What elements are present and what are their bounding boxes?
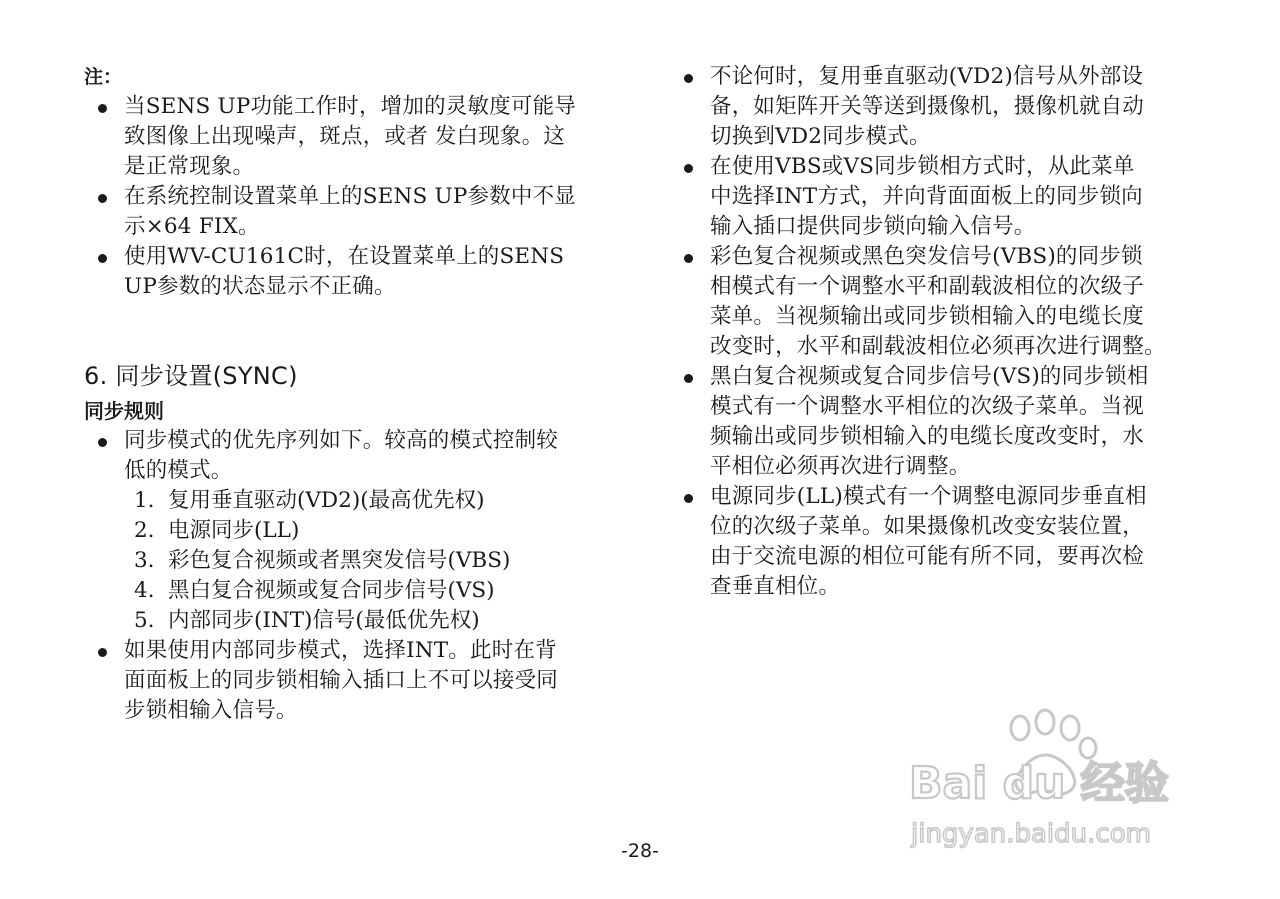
bullet-dot — [98, 438, 107, 447]
list-number: 5. — [134, 608, 155, 633]
list-text: 电源同步(LL) — [168, 518, 300, 543]
bullet-dot — [98, 104, 107, 113]
list-item — [84, 546, 614, 576]
text-line: 彩色复合视频或黑色突发信号(VBS)的同步锁 — [710, 244, 1143, 269]
priority-list — [84, 486, 614, 636]
text-line: 在系统控制设置菜单上的SENS UP参数中不显 — [124, 184, 576, 209]
list-text: 彩色复合视频或者黑突发信号(VBS) — [168, 548, 511, 573]
right-bullet-5 — [683, 482, 1198, 602]
text-line: 如果使用内部同步模式，选择INT。此时在背 — [124, 638, 557, 663]
text-line: 黑白复合视频或复合同步信号(VS)的同步锁相 — [710, 364, 1149, 389]
text-line: 面面板上的同步锁相输入插口上不可以接受同 — [124, 668, 559, 693]
bullet-dot — [684, 164, 693, 173]
list-item — [84, 516, 614, 546]
list-number: 1. — [134, 488, 155, 513]
note-bullet-3 — [84, 242, 614, 302]
bullet-dot — [98, 648, 107, 657]
text-line: 电源同步(LL)模式有一个调整电源同步垂直相 — [710, 484, 1147, 509]
text-line: 输入插口提供同步锁向输入信号。 — [710, 214, 1036, 239]
page-number: -28- — [621, 840, 659, 862]
section-heading: 6. 同步设置(SYNC) — [84, 362, 298, 390]
text-line: 菜单。当视频输出或同步锁相输入的电缆长度 — [710, 304, 1145, 329]
bullet-dot — [98, 254, 107, 263]
baidu-jingyan-watermark — [905, 708, 1205, 858]
bullet-dot — [684, 494, 693, 503]
note-bullet-1 — [84, 92, 614, 182]
right-column — [683, 62, 1198, 602]
int-bullet — [84, 636, 614, 726]
text-line: 平相位必须再次进行调整。 — [710, 454, 971, 479]
watermark-brand: Bai du 经验 — [909, 758, 1169, 809]
text-line: 中选择INT方式，并向背面面板上的同步锁向 — [710, 184, 1143, 209]
text-line: 频输出或同步锁相输入的电缆长度改变时，水 — [710, 424, 1145, 449]
text-line: 相模式有一个调整水平和副载波相位的次级子 — [710, 274, 1145, 299]
list-text: 黑白复合视频或复合同步信号(VS) — [168, 578, 495, 603]
text-line: 查垂直相位。 — [710, 574, 841, 599]
text-line: 是正常现象。 — [124, 154, 255, 179]
note-bullet-2 — [84, 182, 614, 242]
bullet-dot — [684, 374, 693, 383]
text-line: 致图像上出现噪声，斑点，或者 发白现象。这 — [124, 124, 566, 149]
watermark-url: jingyan.baidu.com — [911, 819, 1151, 849]
list-text: 内部同步(INT)信号(最低优先权) — [168, 608, 480, 633]
list-number: 4. — [134, 578, 155, 603]
text-line: 示×64 FIX。 — [124, 214, 260, 239]
left-column — [84, 62, 614, 726]
text-line: 不论何时，复用垂直驱动(VD2)信号从外部设 — [710, 64, 1144, 89]
right-bullet-2 — [683, 152, 1198, 242]
rule-bullet — [84, 426, 614, 486]
sub-heading: 同步规则 — [84, 399, 164, 423]
text-line: 使用WV-CU161C时，在设置菜单上的SENS — [124, 244, 565, 269]
note-label: 注： — [84, 66, 123, 88]
right-bullet-3 — [683, 242, 1198, 362]
bullet-dot — [98, 194, 107, 203]
list-item — [84, 576, 614, 606]
right-bullet-4 — [683, 362, 1198, 482]
text-line: 切换到VD2同步模式。 — [710, 124, 931, 149]
right-bullet-1 — [683, 62, 1198, 152]
list-item — [84, 486, 614, 516]
list-text: 复用垂直驱动(VD2)(最高优先权) — [168, 488, 485, 513]
text-line: 由于交流电源的相位可能有所不同，要再次检 — [710, 544, 1145, 569]
bullet-dot — [684, 254, 693, 263]
text-line: 位的次级子菜单。如果摄像机改变安装位置， — [710, 514, 1145, 539]
bullet-dot — [684, 74, 693, 83]
text-line: 步锁相输入信号。 — [124, 698, 298, 723]
text-line: 模式有一个调整水平相位的次级子菜单。当视 — [710, 394, 1145, 419]
list-number: 2. — [134, 518, 155, 543]
list-number: 3. — [134, 548, 155, 573]
text-line: 同步模式的优先序列如下。较高的模式控制较 — [124, 428, 559, 453]
list-item — [84, 606, 614, 636]
text-line: 在使用VBS或VS同步锁相方式时，从此菜单 — [710, 154, 1135, 179]
text-line: 备，如矩阵开关等送到摄像机，摄像机就自动 — [710, 94, 1145, 119]
text-line: UP参数的状态显示不正确。 — [124, 274, 396, 299]
text-line: 当SENS UP功能工作时，增加的灵敏度可能导 — [124, 94, 576, 119]
text-line: 低的模式。 — [124, 458, 233, 483]
text-line: 改变时，水平和副载波相位必须再次进行调整。 — [710, 334, 1166, 359]
